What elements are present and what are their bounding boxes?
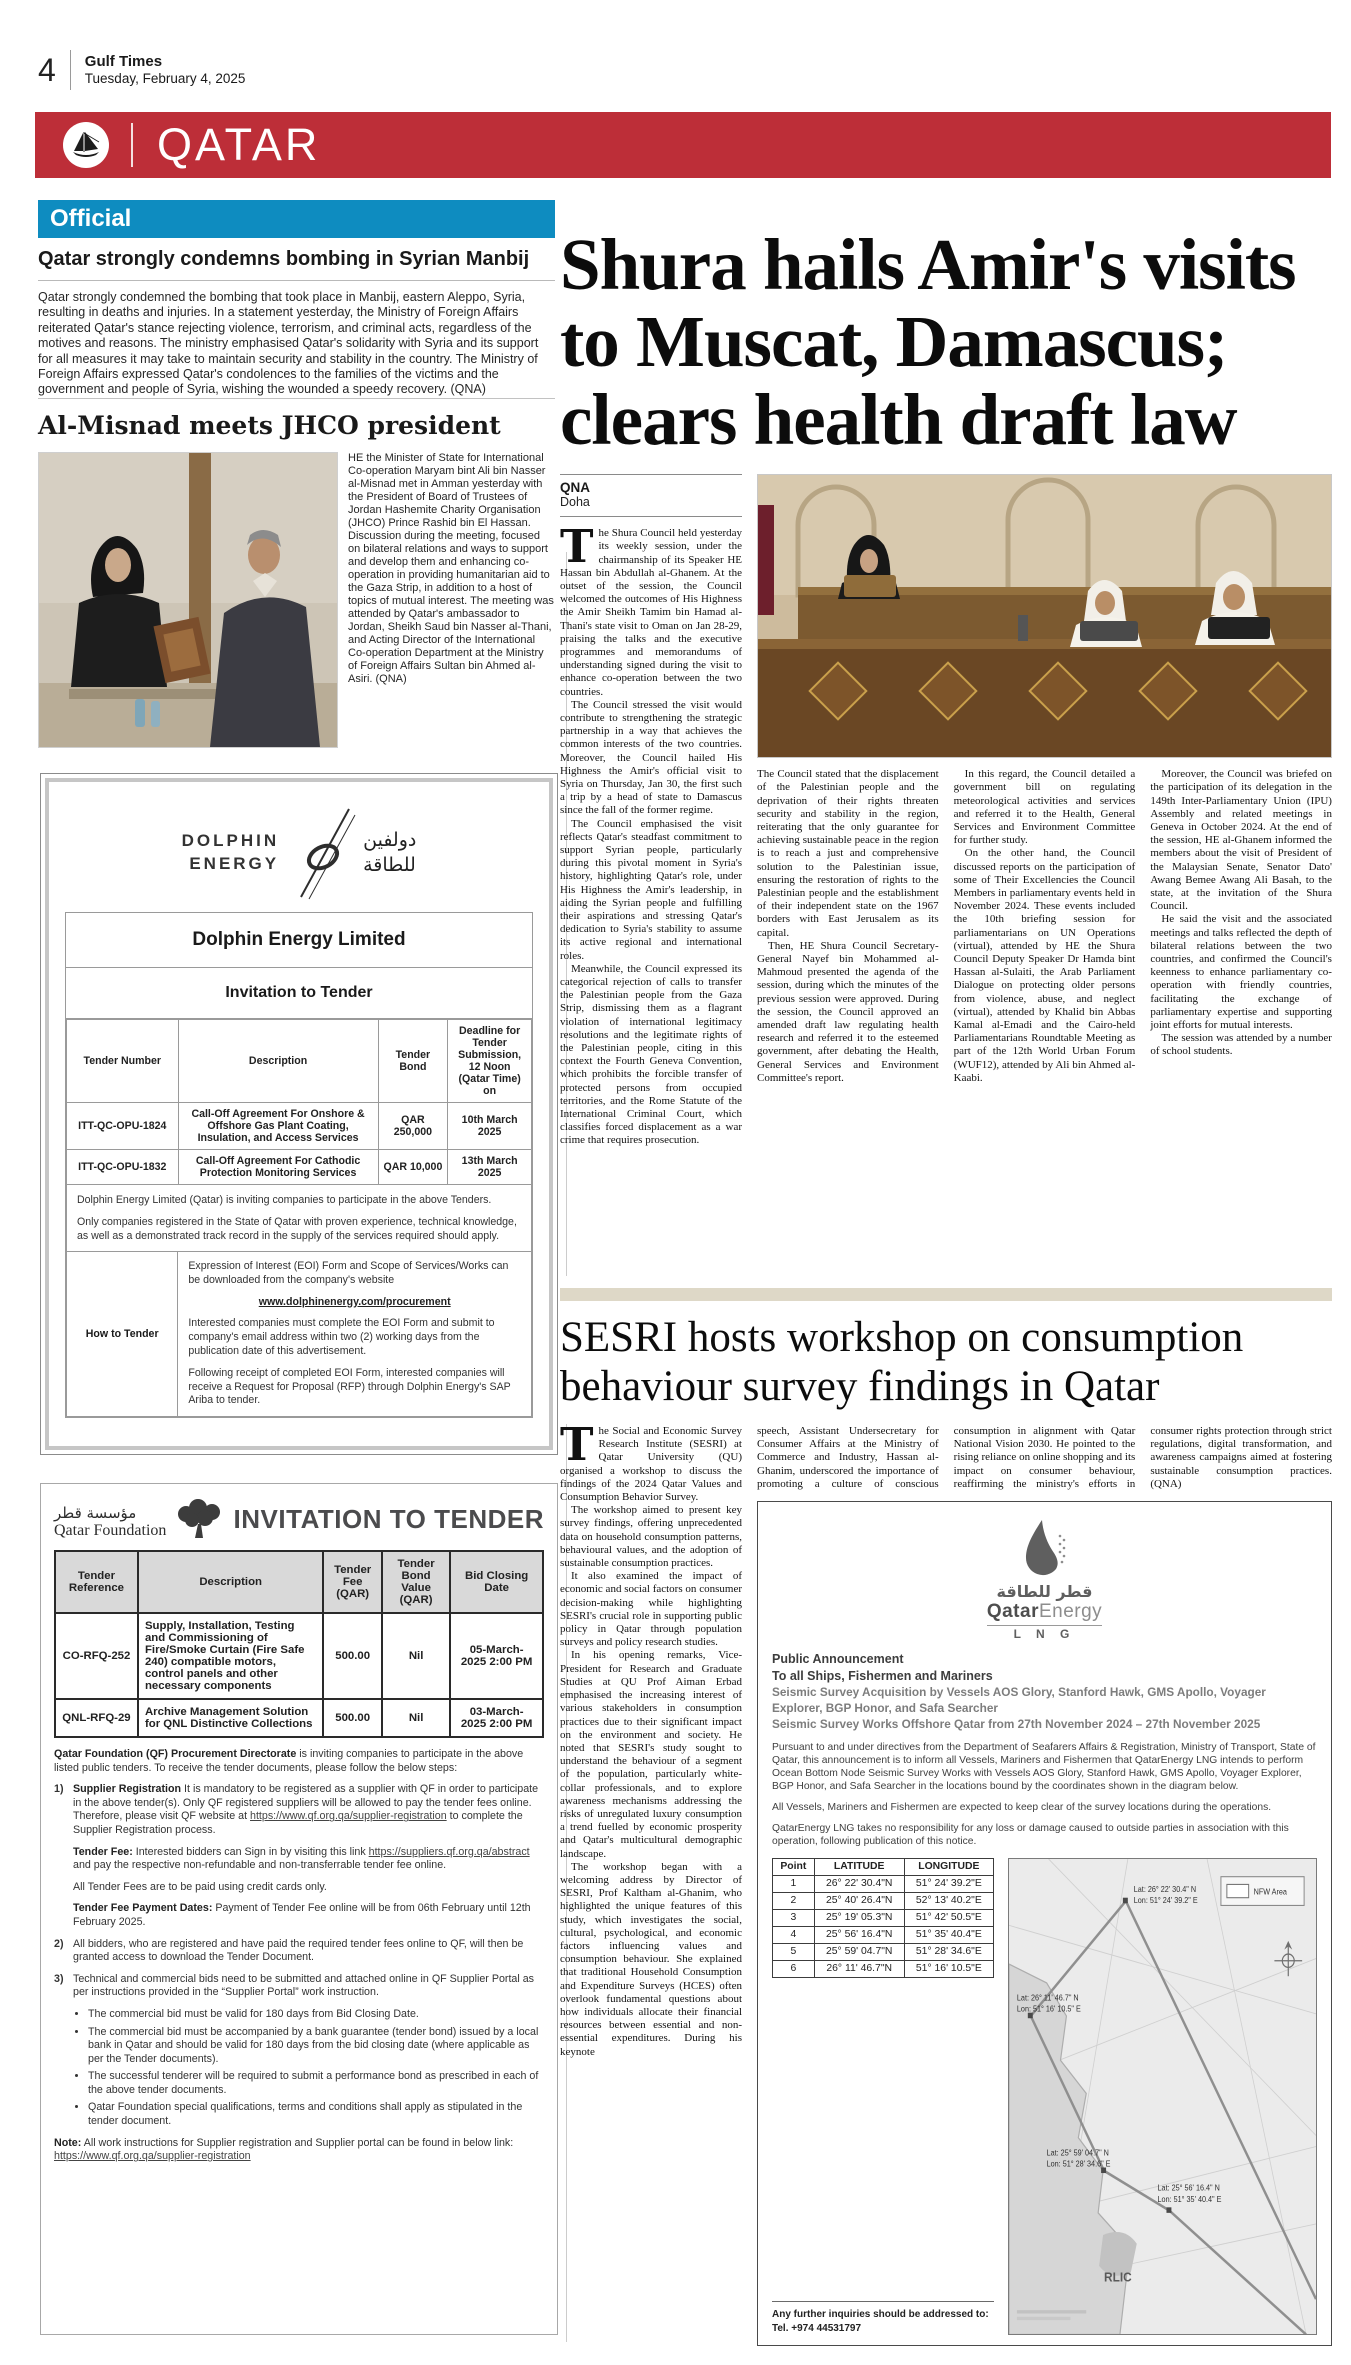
qf-invitation-title: INVITATION TO TENDER <box>233 1503 544 1534</box>
drop-cap: T <box>560 520 594 574</box>
qe-paragraph: All Vessels, Mariners and Fishermen are expected to keep clear of the survey locations during the operations. <box>772 1801 1272 1813</box>
qf-supplier-registration-link[interactable]: https://www.qf.org.qa/supplier-registration <box>250 1810 447 1823</box>
tender-description: Call-Off Agreement For Cathodic Protection Monitoring Services <box>178 1150 378 1185</box>
col-header: Tender Number <box>67 1020 179 1103</box>
masthead <box>38 50 245 90</box>
paper-date: Tuesday, February 4, 2025 <box>84 70 246 86</box>
tender-fee: 500.00 <box>323 1699 382 1737</box>
table-row: 2 25° 40' 26.4"N 52° 13' 40.2"E <box>773 1892 994 1909</box>
byline-city: Doha <box>560 495 590 510</box>
map-point4-lat: Lat: 25° 56' 16.4" N <box>1157 2182 1220 2193</box>
table-row: 3 25° 19' 05.3"N 51° 42' 50.5"E <box>773 1909 994 1926</box>
tender-number: ITT-QC-OPU-1832 <box>67 1150 179 1185</box>
tender-deadline: 13th March 2025 <box>448 1150 532 1185</box>
q atarenergy-logo <box>987 1518 1102 1641</box>
tender-deadline: 10th March 2025 <box>448 1103 532 1150</box>
tender-bond-value: Nil <box>382 1699 450 1737</box>
step2-text: All bidders, who are registered and have paid the required tender fees online to QF, will then be granted access to download the Tender Document. <box>73 1937 524 1964</box>
qe-logo-arabic: قطر للطاقة <box>996 1582 1093 1602</box>
shura-paragraph: Meanwhile, the Council expressed its categorical rejection of calls to transfer the Palestinian people from the Gaza Strip, dismissing them as a flagrant violation of international legitimacy resolutions and the legitimate rights of the Palestinian people, citing in this context the Fourth Geneva Convention, which prohibits the forcible transfer of protected persons from occupied territories, and the Rome Statute of the International Criminal Court, which classifies forced displacement as a war crime that requires prosecution. <box>560 962 742 1147</box>
article-almisnad-body: HE the Minister of State for International Co-operation Maryam bint Ali bin Nasser al-Misnad met in Amman yesterday with the President of Board of Trustees of Jordan Hashemite Charity Organisation (JHCO) Prince Rashid bin El Hassan. Discussion during the meeting, focused on bilateral relations and ways to support and develop them and enhancing co-operation in providing humanitarian aid to the Gaza Strip, in addition to a host of topics of mutual interest. The meeting was attended by Qatar's ambassador to Jordan, Sheikh Saud bin Nasser al-Thani, and Acting Director of the International Co-operation Department at the Ministry of Foreign Affairs Sultan bin Ahmed al-Asiri. (QNA) <box>348 452 554 685</box>
table-row <box>67 1150 532 1185</box>
dolphin-energy-logo <box>65 794 533 912</box>
dolphin-logo-arabic1: دولفين <box>363 829 417 852</box>
tender-description: Archive Management Solution for QNL Distinctive Collections <box>138 1699 323 1737</box>
qe-logo-word1: Qatar <box>986 1601 1039 1623</box>
col-header: LONGITUDE <box>904 1858 993 1875</box>
shura-paragraph: The session was attended by a number of school students. <box>1150 1032 1332 1058</box>
fee-dates-label: Tender Fee Payment Dates: <box>73 1902 213 1915</box>
byline-agency: QNA <box>560 480 590 496</box>
bid-closing-date: 03-March-2025 2:00 PM <box>450 1699 543 1737</box>
qf-bullet: • Qatar Foundation special qualifications, terms and conditions shall apply as stipulated in the tender document. <box>88 2101 544 2128</box>
byline-block <box>560 474 742 517</box>
map-point4-lon: Lon: 51° 35' 40.4" E <box>1157 2193 1222 2204</box>
how-to-tender-step1: Expression of Interest (EOI) Form and Scope of Services/Works can be downloaded from the company's website <box>188 1260 509 1286</box>
shura-session-photo <box>757 474 1332 758</box>
col-header: Point <box>773 1858 815 1875</box>
map-point6-lon: Lon: 51° 16' 10.5" E <box>1016 2003 1081 2014</box>
section-banner <box>35 112 1331 178</box>
qf-intro-rest: is inviting companies to participate in the above listed public tenders. To receive the tender documents, please follow the below steps: <box>54 1748 524 1774</box>
map-point1-lon: Lon: 51° 24' 39.2" E <box>1133 1895 1198 1905</box>
fee-dates-text: Payment of Tender Fee online will be from 06th February until 12th February 2025. <box>73 1902 531 1928</box>
col-header: Bid Closing Date <box>450 1551 543 1613</box>
dolphin-note1: Dolphin Energy Limited (Qatar) is inviting companies to participate in the above Tenders. <box>77 1194 492 1206</box>
tender-fee-tail: and pay the respective non-refundable and non-transferrable tender fee online. <box>73 1859 447 1872</box>
col-header: Tender Fee (QAR) <box>323 1551 382 1613</box>
almisnad-photo-graphic <box>39 453 337 747</box>
step-number: 3) <box>54 1972 64 1985</box>
tender-description: Call-Off Agreement For Onshore & Offshore Gas Plant Coating, Insulation, and Access Services <box>178 1103 378 1150</box>
qatar-foundation-logo <box>54 1498 228 1540</box>
qe-map-graphic <box>1009 1859 1316 2334</box>
note-text: All work instructions for Supplier registration and Supplier portal can be found in below link: <box>81 2136 514 2149</box>
shura-paragraph: Moreover, the Council was briefed on the participation of its delegation in the 149th Inter-Parliamentary Union (IPU) Assembly and related meetings in Geneva in October 2024. At the end of the session, HE al-Ghanem informed the members about the visit of President of the Malaysian Senate, Senator Dato' Awang Bemee Awang Ali Basah, to the state, at the invitation of the Shura Council. <box>1150 768 1332 913</box>
qf-intro-bold: Qatar Foundation (QF) Procurement Directorate <box>54 1748 297 1760</box>
table-row <box>55 1699 543 1737</box>
qf-intro <box>54 1748 544 1775</box>
col-header: LATITUDE <box>814 1858 904 1875</box>
masthead-divider <box>70 50 71 90</box>
map-point1-lat: Lat: 26° 22' 30.4" N <box>1133 1884 1197 1894</box>
qf-tender-table <box>54 1550 544 1738</box>
col-header: Tender Reference <box>55 1551 138 1613</box>
table-row <box>67 1103 532 1150</box>
article-almisnad-headline: Al-Misnad meets JHCO president <box>38 411 501 440</box>
dolphin-note2: Only companies registered in the State of Qatar with proven experience, technical knowledge, as well as a demonstrated track record in the supply of the services required should apply. <box>77 1216 517 1242</box>
step-number: 1) <box>54 1783 64 1796</box>
table-row: 5 25° 59' 04.7"N 51° 28' 34.6"E <box>773 1943 994 1960</box>
bid-closing-date: 05-March-2025 2:00 PM <box>450 1613 543 1699</box>
qe-paragraph: QatarEnergy LNG takes no responsibility for any loss or damage caused to outside parties in association with this operation, following publication of this notice. <box>772 1822 1289 1847</box>
article-almisnad <box>38 398 555 748</box>
how-to-tender-step2: Interested companies must complete the EOI Form and submit to company's email address within two (2) working days from the publication date of this advertisement. <box>188 1317 495 1357</box>
map-point5-lat: Lat: 25° 59' 04.7" N <box>1046 2147 1109 2158</box>
section-strip <box>560 1288 1332 1301</box>
sesri-headline: SESRI hosts workshop on consumption behaviour survey findings in Qatar <box>560 1314 1244 1411</box>
drop-cap: T <box>560 1418 594 1472</box>
dolphin-swoosh-icon <box>285 805 357 901</box>
sesri-paragraph: The workshop aimed to present key survey findings, offering unprecedented data on household consumption patterns, behavioural values, and the adoption of sustainable consumption practices. <box>560 1504 742 1570</box>
qf-bullet: • The commercial bid must be valid for 180 days from Bid Closing Date. <box>88 2008 544 2022</box>
page-number: 4 <box>38 51 56 88</box>
table-row <box>55 1613 543 1699</box>
qf-logo-arabic: مؤسسة قطر <box>54 1504 137 1522</box>
map-place-rlic: RLIC <box>1104 2269 1132 2285</box>
qf-abstract-link[interactable]: https://suppliers.qf.org.qa/abstract <box>368 1845 530 1858</box>
qf-fee-dates <box>73 1902 544 1929</box>
qe-inquiries-line: Any further inquiries should be addressed to: Tel. +974 44531797 <box>772 2301 994 2335</box>
qf-fee-credit-cards: All Tender Fees are to be paid using credit cards only. <box>73 1880 327 1893</box>
qatar-foundation-ad <box>40 1483 558 2335</box>
shura-paragraph: The Council stressed the visit would contribute to strengthening the strategic partnership in a way that achieves the common interests of the two countries. Moreover, the Council hailed His Highness the Amir's official visit to Syria on Thursday, Jan 30, the first such a trip by a head of state to Damascus since the fall of the former regime. <box>560 698 742 817</box>
shura-paragraph: In this regard, the Council detailed a government bill on regulating meteorological activities and services and referred it to the Health, General Services and Environment Committee for further study. <box>953 768 1136 847</box>
supplier-registration-label: Supplier Registration <box>73 1783 182 1796</box>
qe-survey-map <box>1008 1858 1317 2335</box>
col-header: Description <box>138 1551 323 1613</box>
dolphin-procurement-link[interactable]: www.dolphinenergy.com/procurement <box>258 1295 451 1308</box>
qf-bullet: • The commercial bid must be accompanied by a bank guarantee (tender bond) issued by a local bank in Qatar and should be valid for 180 days from the bid closing date (where applicable as per the Tender documents). <box>88 2026 544 2067</box>
dhow-boat-icon <box>70 130 102 160</box>
paper-name: Gulf Times <box>84 52 163 70</box>
banner-divider <box>131 123 133 167</box>
how-to-tender-step3: Following receipt of completed EOI Form, interested companies will receive a Request for Proposal (RFP) through Dolphin Energy's SAP Ariba to tender. <box>188 1366 511 1407</box>
shura-paragraph: On the other hand, the Council discussed reports on the participation of some of Their Excellencies the Council Members in parliamentary events held in November 2024. These events included the 10th briefing session for parliamentarians on UN Operations (virtual), attended by HE the Shura Council Deputy Speaker Dr Hamda bint Hassan al-Sulaiti, the Arab Parliament Dialogue on protecting older persons from violence, abuse, and neglect (virtual), attended by Khalid bin Abbas Kamal al-Emadi and the Cairo-held Parliamentarians Roundtable Meeting as part of the 12th World Urban Forum (WUF12), attended by Ali bin Ahmed al-Kaabi. <box>953 847 1136 1084</box>
article-sesri <box>560 1288 1332 2346</box>
step1-text: It is mandatory to be registered as a supplier with QF in order to participate in the above tender(s). Only QF registered suppliers will be allowed to pay the tender fees online. Therefore, please visit QF website at <box>73 1783 539 1823</box>
qe-survey-vessels-line: Seismic Survey Acquisition by Vessels AOS Glory, Stanford Hawk, GMS Apollo, Voyager Explorer, BGP Honor, and Safa Searcher <box>772 1684 1266 1715</box>
dolphin-logo-arabic2: للطاقة <box>363 854 416 876</box>
how-to-tender-label: How to Tender <box>67 1252 178 1416</box>
qatarenergy-drop-icon <box>1022 1518 1068 1580</box>
article-manbij-body: Qatar strongly condemned the bombing that took place in Manbij, eastern Aleppo, Syria, resulting in deaths and injuries. In a statement yesterday, the Ministry of Foreign Affairs reiterated Qatar's stance rejecting violence, terrorism, and criminal acts, regardless of the motives and reasons. The ministry emphasised Qatar's solidarity with Syria and its support for all measures it may take to maintain security and stability in the country. The Ministry of Foreign Affairs expressed Qatar's condolences to the families of the victims and the government and people of Syria, wishing the wounded a speedy recovery. (QNA) <box>38 290 539 397</box>
official-label-bar <box>38 200 555 238</box>
qe-survey-dates-line: Seismic Survey Works Offshore Qatar from 27th November 2024 – 27th November 2025 <box>772 1716 1261 1731</box>
qatarenergy-lng-ad <box>757 1501 1332 2346</box>
tender-fee-text: Interested bidders can Sign in by visiting this link <box>132 1845 369 1858</box>
qf-note <box>54 2137 544 2164</box>
table-row: 1 26° 22' 30.4"N 51° 24' 39.2"E <box>773 1875 994 1892</box>
step3-text: Technical and commercial bids need to be submitted and attached online in QF Supplier Portal as per instructions provided in the “Supplier Portal” work instruction. <box>73 1972 535 1999</box>
shura-paragraph: The Shura Council held yesterday its weekly session, under the chairmanship of its Speaker HE Hassan bin Abdullah al-Ghanem. At the outset of the session, the Council welcomed the outcomes of His Highness the Amir Sheikh Tamim bin Hamad al-Thani's state visit to Oman on Jan 28-29, praising the talks and the executive programmes and memorandums of understanding signed during the visit to enhance co-operation between the two countries. <box>560 520 742 698</box>
col-header: Description <box>178 1020 378 1103</box>
dolphin-logo-word2: ENERGY <box>189 854 280 873</box>
dolphin-company-title: Dolphin Energy Limited <box>66 913 532 968</box>
tender-bond-value: Nil <box>382 1613 450 1699</box>
shura-paragraph: The Council stated that the displacement of the Palestinian people and the deprivation of their rights threaten security and stability in the region, reiterating that the only guarantee for achieving sustainable peace in the region is to reach a just and comprehensive solution to the Palestinian issue, ensuring the restoration of rights to the Palestinian people and the establishment of their independent state on the 1967 borders with East Jerusalem as its capital. <box>757 768 939 939</box>
dolphin-energy-ad <box>40 773 558 1455</box>
step1-tail: to complete the Supplier Registration process. <box>73 1810 523 1836</box>
qf-step-3 <box>54 1973 544 2000</box>
dolphin-logo-word1: DOLPHIN <box>181 831 280 851</box>
qf-tender-fee <box>73 1846 544 1873</box>
qe-logo-word2: Energy <box>1038 1601 1103 1623</box>
qe-announcement-title: Public Announcement <box>772 1652 904 1667</box>
table-row: 6 26° 11' 46.7"N 51° 16' 10.5"E <box>773 1960 994 1977</box>
col-header: Deadline for Tender Submission, 12 Noon (Qatar Time) on <box>448 1020 532 1103</box>
tender-reference: QNL-RFQ-29 <box>55 1699 138 1737</box>
official-label: Official <box>50 205 132 232</box>
map-point5-lon: Lon: 51° 28' 34.6" E <box>1046 2158 1111 2169</box>
qf-step-2 <box>54 1938 544 1965</box>
shura-headline: Shura hails Amir's visits to Muscat, Damascus; clears health draft law <box>560 224 1296 460</box>
sesri-paragraph: The workshop began with a welcoming address by Director of SESRI, Prof Kaltham al-Ghanim, who highlighted the unique features of this study, which investigates the social, cultural, psychological, and economic factors influencing values and consumption behaviour. She explained that traditional Household Consumption and Expenditure Surveys (HCES) often overlook fundamental questions about how individuals allocate their financial resources between essential and non-essential expenditures. During his keynote <box>560 1860 742 2058</box>
shura-photo-graphic <box>758 475 1331 757</box>
qe-audience-line: To all Ships, Fishermen and Mariners <box>772 1668 993 1683</box>
qf-logo-english: Qatar Foundation <box>54 1522 167 1539</box>
col-header: Tender Bond <box>378 1020 448 1103</box>
section-title: QATAR <box>157 119 321 170</box>
tender-description: Supply, Installation, Testing and Commissioning of Fire/Smoke Curtain (Fire Safe 240) compatible motors, control panels and other necessary components <box>138 1613 323 1699</box>
col-header: Tender Bond Value (QAR) <box>382 1551 450 1613</box>
tender-number: ITT-QC-OPU-1824 <box>67 1103 179 1150</box>
qf-sidra-tree-icon <box>172 1498 228 1540</box>
qf-note-link[interactable]: https://www.qf.org.qa/supplier-registration <box>54 2150 251 2163</box>
dhow-logo-circle <box>63 122 109 168</box>
dolphin-tender-table <box>66 1019 532 1185</box>
note-label: Note: <box>54 2136 82 2149</box>
qf-step-1 <box>54 1783 544 1837</box>
qf-bullet: • The successful tenderer will be required to submit a performance bond as prescribed in each of the above tender documents. <box>88 2070 544 2097</box>
table-row: 4 25° 56' 16.4"N 51° 35' 40.4"E <box>773 1926 994 1943</box>
qe-coordinates-table <box>772 1858 994 1978</box>
tender-bond: QAR 250,000 <box>378 1103 448 1150</box>
almisnad-photo <box>38 452 338 748</box>
dolphin-invitation-title: Invitation to Tender <box>66 968 532 1019</box>
shura-paragraph: The Council emphasised the visit reflects Qatar's steadfast commitment to support Syrian people, particularly during this pivotal moment in Syria's history, highlighting Qatar's role, under His Highness the Amir's leadership, in aiding the Syrian people and fulfilling their aspirations and stressing Qatar's dedication to Syria's stability to assume its active regional and international roles. <box>560 817 742 962</box>
sesri-paragraph: In his opening remarks, Vice-President for Research and Graduate Studies at QU Prof Aiman Erbad emphasised the increasing interest of various stakeholders in consumption practices due to their significant impact on the environment and society. He noted that SESRI's study sought to understand the behaviour of a segment of the population, particularly white-collar professionals, and to explore awareness mechanisms addressing the risks of unregulated luxury consumption a trend fuelled by economic prosperity and Qatar's multicultural demographic landscape. <box>560 1649 742 1860</box>
sesri-paragraph: speech, Assistant Undersecretary for Consumer Affairs at the Ministry of Commerce and Industry, Hassan al-Ghanim, underscored the importance of promoting a culture of conscious consumption in alignment with Qatar National Vision 2030. He pointed to the rising reliance on online shopping and its impact on consumer behaviour, reaffirming the ministry's efforts in consumer rights protection through strict regulations, digital transformation, and awareness campaigns aimed at fostering sustainable consumption practices. (QNA) <box>757 1425 1332 1490</box>
shura-paragraph: He said the visit and the associated meetings and talks reflected the depth of bilateral relations between the two countries, and confirmed the Council's keenness to enhance parliamentary co-operation with friendly countries, facilitating the exchange of parliamentary expertise and supporting joint efforts for mutual interests. <box>1150 913 1332 1031</box>
shura-paragraph: Then, HE Shura Council Secretary-General Nayef bin Mohammed al-Mahmoud presented the agenda of the session, during which the minutes of the previous session were approved. During the session, the Council approved an amended draft law regulating health research and referred it to the esteemed government, after debating the Health, General Services and Environment Committee's report. <box>757 939 939 1084</box>
qf-bullet-list <box>88 2008 544 2129</box>
step-number: 2) <box>54 1937 64 1950</box>
qe-paragraph: Pursuant to and under directives from the Department of Seafarers Affairs & Registration, Ministry of Transport, State of Qatar, this announcement is to inform all Vessels, Mariners and Fishermen that QatarEnergy LNG intends to perform Ocean Bottom Node Seismic Survey Works with Vessels AOS Glory, Stanford Hawk, GMS Apollo, Voyager Explorer, BGP Honor, and Safa Searcher in the locations bound by the coordinates shown in the diagram below. <box>772 1741 1316 1792</box>
article-manbij-headline: Qatar strongly condemns bombing in Syrian Manbij <box>38 248 555 281</box>
sesri-paragraph: It also examined the impact of economic and social factors on consumer decision-making while highlighting SESRI's crucial role in supporting public policy in Qatar through population surveys and policy research studies. <box>560 1570 742 1649</box>
map-point6-lat: Lat: 26° 11' 46.7" N <box>1016 1992 1079 2003</box>
tender-fee: 500.00 <box>323 1613 382 1699</box>
qe-logo-lng: L N G <box>987 1625 1102 1641</box>
tender-bond: QAR 10,000 <box>378 1150 448 1185</box>
map-legend-nfw-area: NFW Area <box>1253 1886 1287 1897</box>
article-shura <box>560 226 1332 1148</box>
sesri-paragraph: The Social and Economic Survey Research Institute (SESRI) at Qatar University (QU) organised a workshop to discuss the findings of the 2024 Qatar Values and Consumption Behavior Survey. <box>560 1418 742 1504</box>
tender-reference: CO-RFQ-252 <box>55 1613 138 1699</box>
article-manbij <box>38 248 555 398</box>
tender-fee-label: Tender Fee: <box>73 1845 133 1858</box>
